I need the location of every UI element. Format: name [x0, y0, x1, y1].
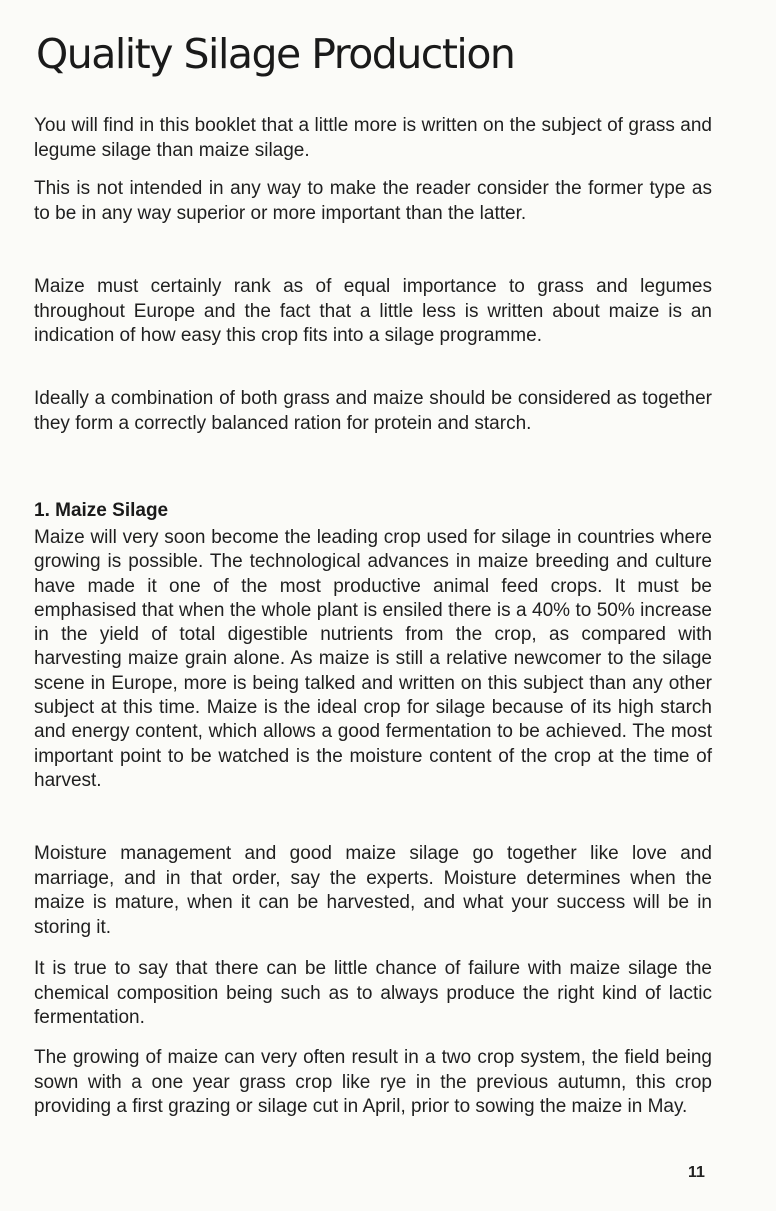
section-heading-maize-silage: 1. Maize Silage [34, 500, 169, 521]
page-title: Quality Silage Production [36, 30, 515, 78]
maize-paragraph-1: Maize will very soon become the leading crop used for silage in countries where growing is possible. The technological advances in maize breeding and culture have made it one of the most productive animal feed crops. It must be emphasised that when the whole plant is ensiled there is a 40% to 50% increase in the yield of total digestible nutrients from the crop, as compared with harvesting maize grain alone. As maize is still a relative newcomer to the silage scene in Europe, more is being talked and written on this subject than any other subject at this time. Maize is the ideal crop for silage because of its high starch and energy content, which allows a good fermentation to be achieved. The most important point to be watched is the moisture content of the crop at the time of harvest. [34, 527, 712, 791]
intro-paragraph-4: Ideally a combination of both grass and maize should be considered as together they form a correctly balanced ration for protein and starch. [34, 388, 712, 434]
intro-paragraph-2: This is not intended in any way to make the reader consider the former type as to be in any way superior or more important than the latter. [34, 178, 712, 224]
maize-paragraph-4: The growing of maize can very often result in a two crop system, the field being sown with a one year grass crop like rye in the previous autumn, this crop providing a first grazing or silage cut in April, prior to sowing the maize in May. [34, 1047, 712, 1117]
page-number: 11 [688, 1164, 705, 1181]
maize-paragraph-3: It is true to say that there can be little chance of failure with maize silage the chemical composition being such as to always produce the right kind of lactic fermentation. [34, 958, 712, 1028]
intro-paragraph-3: Maize must certainly rank as of equal importance to grass and legumes throughout Europe and the fact that a little less is written about maize is an indication of how easy this crop fits into a silage programme. [34, 276, 712, 346]
maize-paragraph-2: Moisture management and good maize silage go together like love and marriage, and in that order, say the experts. Moisture determines when the maize is mature, when it can be harvested, and what your success will be in storing it. [34, 843, 712, 938]
intro-paragraph-1: You will find in this booklet that a little more is written on the subject of grass and legume silage than maize silage. [34, 115, 712, 161]
